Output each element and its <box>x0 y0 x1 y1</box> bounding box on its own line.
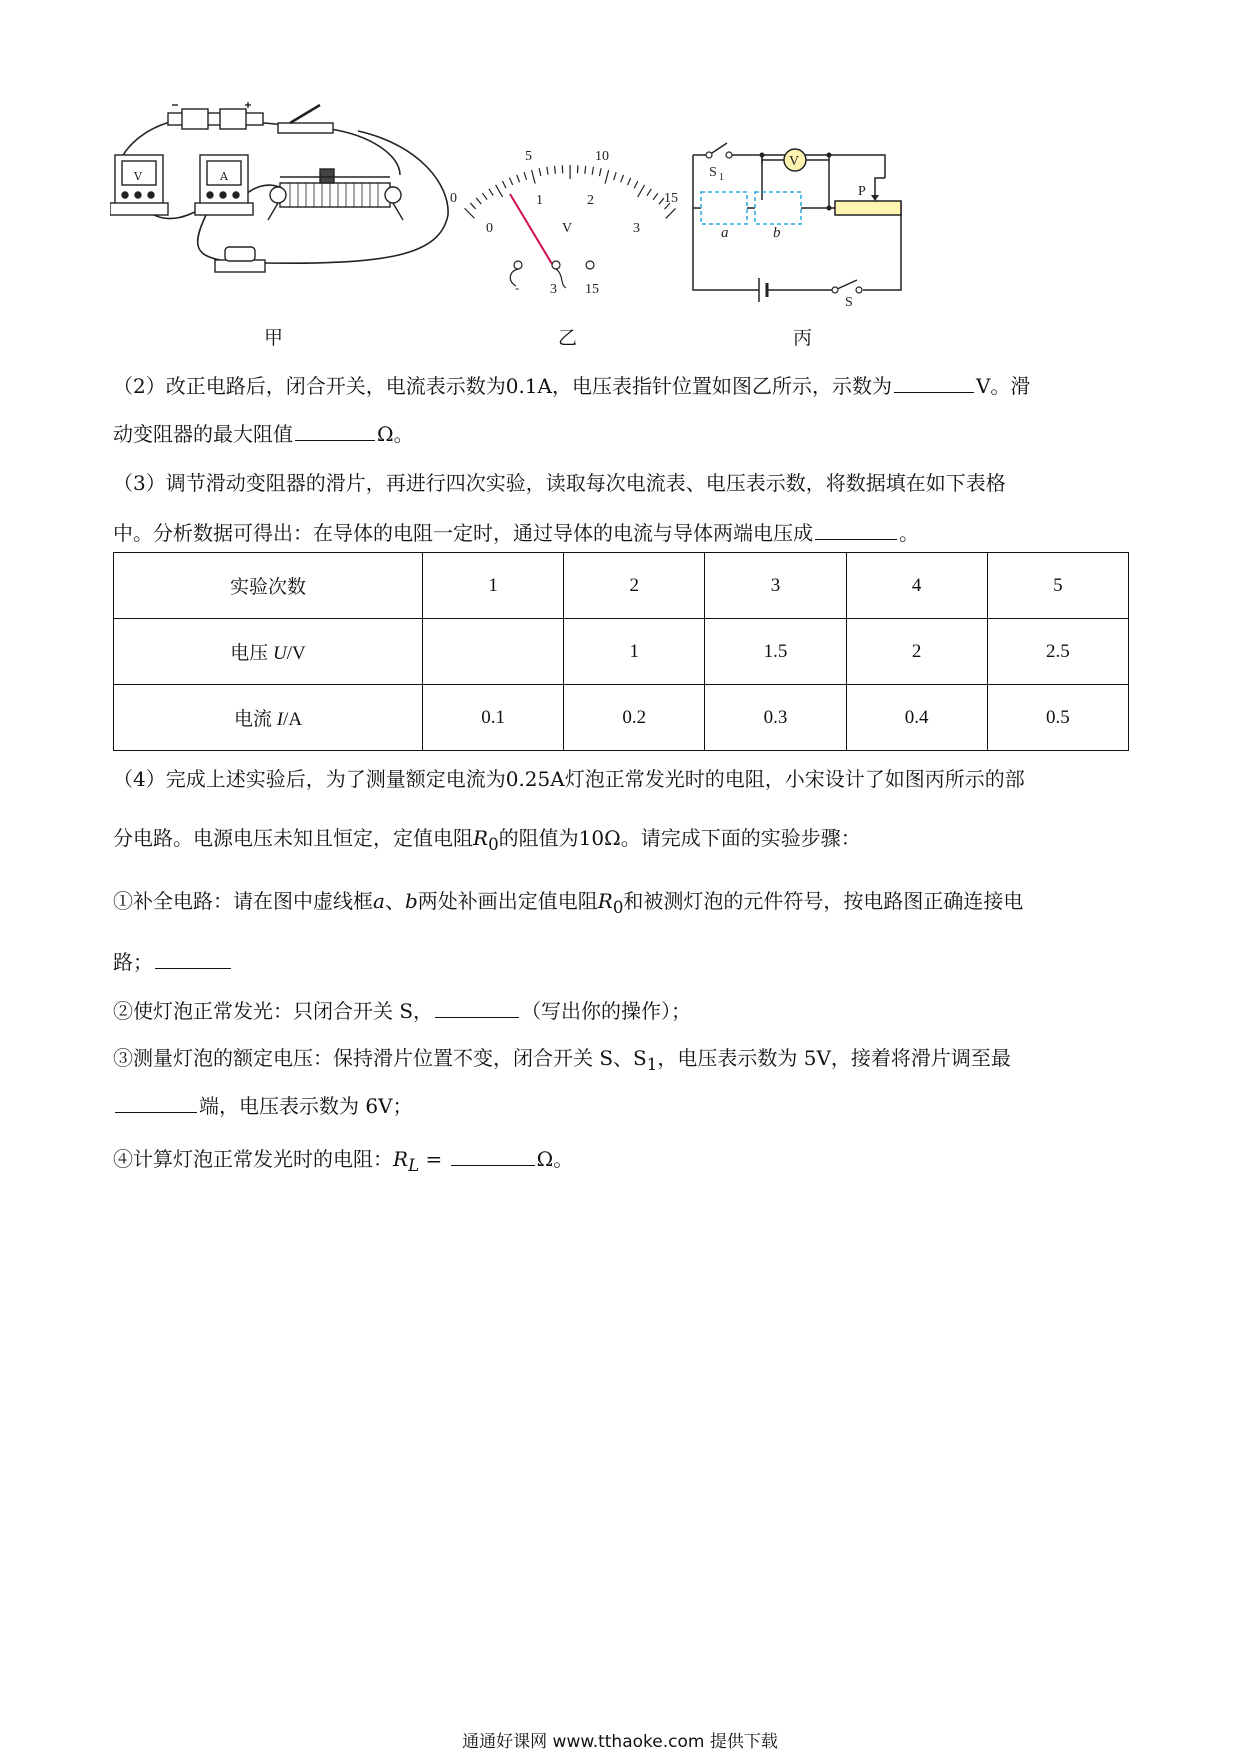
dial-tick <box>592 167 593 175</box>
dial-tick <box>509 178 512 185</box>
outer-scale-15: 15 <box>664 191 678 206</box>
battery-icon <box>168 102 263 129</box>
table-cell: 2.5 <box>987 619 1128 685</box>
terminal-15: 15 <box>585 282 599 297</box>
label-s1-sub: 1 <box>719 172 724 183</box>
q4-line1: （4）完成上述实验后，为了测量额定电流为0.25A灯泡正常发光时的电阻，小宋设计了如图丙所示的部 <box>113 767 1025 791</box>
table-cell: 0.5 <box>987 685 1128 751</box>
dial-tick <box>547 167 548 175</box>
q4-blank-circuit[interactable] <box>155 967 231 969</box>
inner-scale-2: 2 <box>587 193 594 208</box>
table-cell-blank[interactable] <box>423 619 564 685</box>
q4-blank-resistance[interactable] <box>451 1164 535 1166</box>
rheostat-device-icon <box>268 169 403 220</box>
ammeter-device-icon <box>195 155 253 215</box>
q4-step1: ①补全电路：请在图中虚线框a、b两处补画出定值电阻$R_0$和被测灯泡的元件符号，按电路图正确连接电 <box>113 889 1024 917</box>
voltmeter-device-icon <box>110 155 168 215</box>
table-row-voltage <box>114 619 1129 685</box>
outer-scale-0: 0 <box>450 191 457 206</box>
dial-tick <box>470 203 475 209</box>
dial-tick <box>502 181 506 188</box>
label-b: b <box>773 225 781 241</box>
dial-tick <box>496 185 503 197</box>
q4-step3: ③测量灯泡的额定电压：保持滑片位置不变，闭合开关 S、$S_1$，电压表示数为 5V，接着将滑片调至最 <box>113 1046 1011 1074</box>
figure-jia-physical-circuit <box>110 95 455 310</box>
q4-step3-cont: 端，电压表示数为 6V； <box>113 1090 413 1119</box>
q2-line1: （2）改正电路后，闭合开关，电流表示数为0.1A，电压表指针位置如图乙所示，示数为 V。滑 <box>113 374 1031 398</box>
outer-scale-10: 10 <box>595 149 609 164</box>
figure-jia-caption: 甲 <box>264 327 284 349</box>
dial-needle <box>510 194 552 264</box>
dashed-box-a <box>701 192 747 224</box>
figure-yi-voltmeter-dial <box>450 140 690 300</box>
dial-tick <box>489 189 493 196</box>
terminal-minus: - <box>515 280 520 295</box>
table-cell: 1.5 <box>705 619 846 685</box>
svg-text:V: V <box>789 154 800 169</box>
table-cell: 5 <box>987 553 1128 619</box>
figure-bing-schematic <box>685 140 925 310</box>
dial-tick <box>621 175 624 182</box>
dial-tick <box>465 208 475 218</box>
voltmeter-symbol <box>784 149 806 171</box>
q4-line2: 分电路。电源电压未知且恒定，定值电阻$R_0$的阻值为10Ω。请完成下面的实验步骤： <box>113 826 861 854</box>
label-a: a <box>721 225 729 241</box>
q3-line2: 中。分析数据可得出：在导体的电阻一定时，通过导体的电流与导体两端电压成 。 <box>113 521 919 545</box>
dial-tick <box>599 168 601 176</box>
table-cell: 1 <box>564 619 705 685</box>
dial-tick <box>555 166 556 174</box>
dial-tick <box>647 189 651 196</box>
q4-blank-operation[interactable] <box>435 1016 519 1018</box>
table-cell: 0.2 <box>564 685 705 751</box>
table-cell: 0.4 <box>846 685 987 751</box>
dial-tick <box>524 172 526 180</box>
data-table <box>113 552 1129 751</box>
svg-text:V: V <box>134 170 142 183</box>
q4-step1-cont: 路； <box>113 946 233 975</box>
q2-blank-resistance[interactable] <box>295 439 375 441</box>
dial-tick <box>482 193 487 199</box>
label-s: S <box>845 295 853 310</box>
q4-step2: ②使灯泡正常发光：只闭合开关 S， （写出你的操作）； <box>113 999 692 1023</box>
dial-tick <box>614 172 616 180</box>
rheostat-symbol <box>835 201 901 215</box>
table-cell: 0.1 <box>423 685 564 751</box>
dial-tick <box>539 168 541 176</box>
dial-tick <box>627 178 630 185</box>
dial-tick <box>666 208 676 218</box>
terminal-3: 3 <box>550 282 557 297</box>
label-p: P <box>858 184 866 199</box>
dial-tick <box>476 198 481 204</box>
q2-line2: 动变阻器的最大阻值 Ω。 <box>113 422 414 446</box>
knife-switch-icon <box>278 105 333 133</box>
dial-tick <box>517 175 520 182</box>
table-header-trial: 实验次数 <box>114 553 423 619</box>
resistor-device-icon <box>215 247 265 272</box>
dial-tick <box>605 170 609 184</box>
dial-tick <box>653 193 658 199</box>
table-cell: 1 <box>423 553 564 619</box>
dial-tick <box>634 181 638 188</box>
q3-line1: （3）调节滑动变阻器的滑片，再进行四次实验，读取每次电流表、电压表示数，将数据填在如下表格 <box>113 471 1006 495</box>
table-header-current: 电流 I/A <box>114 685 423 751</box>
table-cell: 2 <box>564 553 705 619</box>
inner-scale-1: 1 <box>536 193 543 208</box>
q3-blank-relation[interactable] <box>815 538 897 540</box>
label-s1: S <box>709 165 717 180</box>
dial-tick <box>585 166 586 174</box>
table-cell: 2 <box>846 619 987 685</box>
outer-scale-5: 5 <box>525 149 532 164</box>
inner-scale-3: 3 <box>633 221 640 236</box>
table-cell: 3 <box>705 553 846 619</box>
dial-tick <box>638 185 645 197</box>
svg-text:A: A <box>220 170 228 183</box>
table-row-trial <box>114 553 1129 619</box>
figure-bing-caption: 丙 <box>793 327 813 349</box>
dial-unit: V <box>562 221 573 236</box>
figure-yi-caption: 乙 <box>558 327 578 349</box>
q4-step4: ④计算灯泡正常发光时的电阻：$R_L = \Omega$。 <box>113 1147 574 1175</box>
page-footer: 通通好课网 www.tthaoke.com 提供下载 <box>462 1732 778 1752</box>
table-row-current <box>114 685 1129 751</box>
table-header-voltage: 电压 U/V <box>114 619 423 685</box>
inner-scale-0: 0 <box>486 221 493 236</box>
q2-blank-voltage[interactable] <box>894 391 974 393</box>
table-cell: 4 <box>846 553 987 619</box>
table-cell: 0.3 <box>705 685 846 751</box>
dial-tick <box>532 170 536 184</box>
q4-blank-end[interactable] <box>115 1111 197 1113</box>
